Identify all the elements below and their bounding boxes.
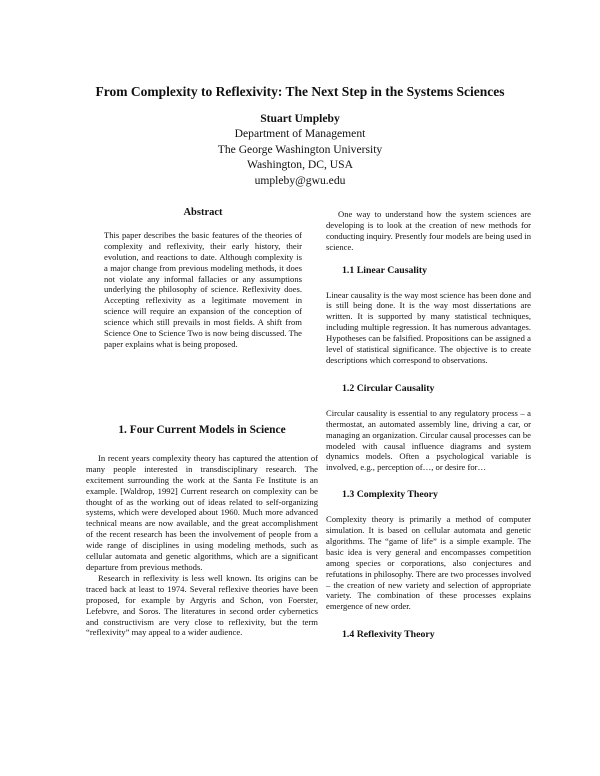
section-1-3-heading: 1.3 Complexity Theory — [342, 489, 438, 501]
author-block — [0, 111, 600, 188]
section1-column — [86, 425, 318, 638]
section-1-2-heading: 1.2 Circular Causality — [342, 382, 435, 394]
author-university: The George Washington University — [217, 142, 383, 156]
section1-heading: 1. Four Current Models in Science — [118, 424, 286, 436]
abstract-body — [104, 230, 302, 350]
section1-paragraph-2: Research in reflexivity is less well known. Its origins can be traced back at least to 1974. Several reflexive theories have been proposed, for example by Argyris and Schon, von Foerster, Lefebvre, and Soros. The literatures in second order cybernetics and constructivism are very close to reflexivity, but the term “reflexivity” may appeal to a wider audience. — [86, 572, 318, 638]
abstract-column — [104, 208, 302, 350]
right-column — [326, 209, 531, 641]
section-1-1-text: Linear causality is the way most science has been done and is still being done. It is the way most dissertations are written. It is supported by many statistical techniques, including multiple regression. It has numerous advantages. Hypotheses can be falsified. Propositions can be assigned a level of statistical significance. The objective is to create descriptions which correspond to observations. — [326, 289, 531, 365]
author-name: Stuart Umpleby — [260, 112, 340, 125]
author-location: Washington, DC, USA — [247, 158, 353, 172]
author-email: umpleby@gwu.edu — [254, 173, 346, 187]
section-1-3-text: Complexity theory is primarily a method of computer simulation. It is based on cellular automata and genetic algorithms. The “game of life” is a simple example. The basic idea is very general and encompasses competition among species or corporations, also conjectures and refutations in philosophy. There are two processes involved – the creation of new variety and selection of appropriate variety. The combination of these processes explains emergence of new order. — [326, 514, 531, 612]
section-1-2-text: Circular causality is essential to any regulatory process – a thermostat, an automated assembly line, driving a car, or managing an organization. Circular causal processes can be modeled with causal influence diagrams and system dynamics models. Often a psychological variable is involved, e.g., perception of…, or desire for… — [326, 407, 531, 473]
section1-paragraph-3: One way to understand how the system sciences are developing is to look at the creation of new methods for conducting inquiry. Presently four models are being used in science. — [326, 209, 531, 252]
section1-paragraph-1: In recent years complexity theory has captured the attention of many people interested in transdisciplinary research. The excitement surrounding the work at the Santa Fe Institute is an example. [Waldrop, 1992] Current research on complexity can be thought of as the working out of ideas related to self-organizing systems, which were developed about 1960. Much more advanced technical means are now available, and the great accomplishment of the recent research has been the involvement of people from a wide range of disciplines in using modeling methods, such as cellular automata and genetic algorithms, which are a significant departure from previous methods. — [86, 452, 318, 572]
section-1-1-heading: 1.1 Linear Causality — [342, 264, 428, 276]
paper-title: From Complexity to Reflexivity: The Next Step in the Systems Sciences — [95, 84, 505, 99]
abstract-text: This paper describes the basic features of the theories of complexity and reflexivity, their early history, their evolution, and reactions to date. Although complexity is a major change from previous modeling methods, it does not violate any informal fallacies or any assumptions underlying the philosophy of science. Reflexivity does. Accepting reflexivity as a legitimate movement in science will require an expansion of the conception of science which still prevails in most fields. A shift from Science One to Science Two is now being discussed. The paper explains what is being proposed. — [104, 229, 302, 349]
abstract-heading: Abstract — [183, 207, 223, 218]
section-1-4-heading: 1.4 Reflexivity Theory — [342, 629, 435, 641]
author-department: Department of Management — [234, 127, 366, 141]
